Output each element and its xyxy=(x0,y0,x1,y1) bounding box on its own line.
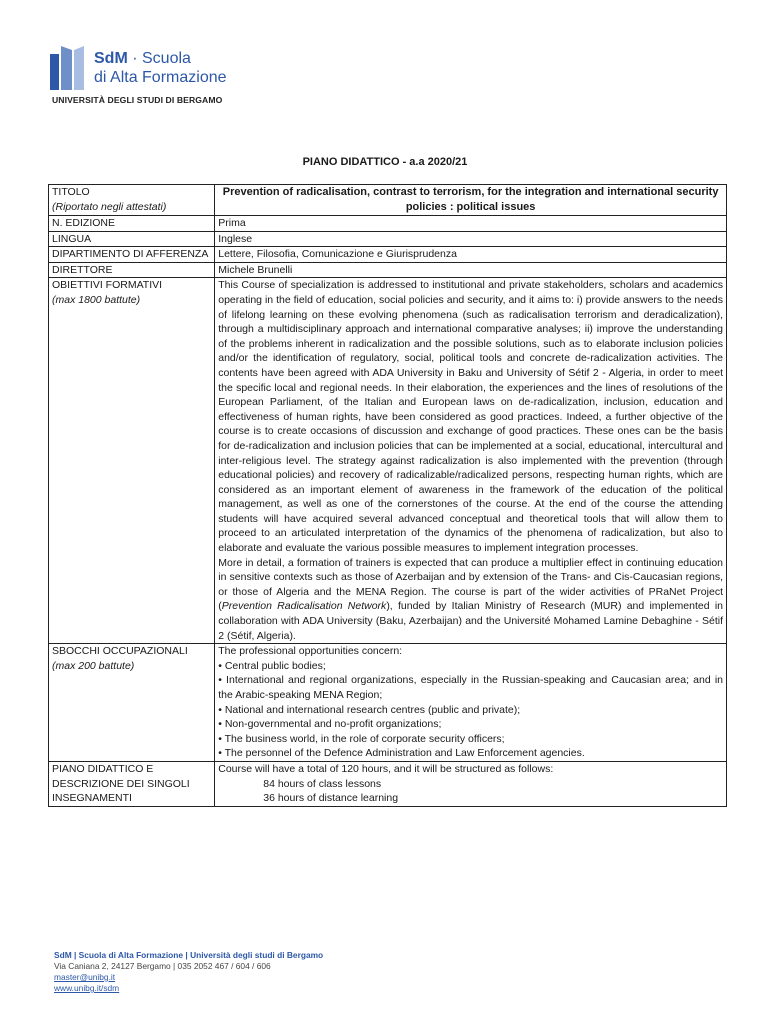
label-sbocchi: SBOCCHI OCCUPAZIONALI (max 200 battute) xyxy=(49,644,215,762)
table-row-obiettivi xyxy=(49,278,727,644)
label-dipartimento: DIPARTIMENTO DI AFFERENZA xyxy=(49,247,215,263)
value-direttore: Michele Brunelli xyxy=(215,262,727,278)
value-lingua: Inglese xyxy=(215,231,727,247)
label-titolo: TITOLO (Riportato negli attestati) xyxy=(49,185,215,216)
footer-address: Via Caniana 2, 24127 Bergamo | 035 2052 467 / 604 / 606 xyxy=(54,961,271,971)
list-item: • National and international research centres (public and private); xyxy=(218,703,521,716)
footer-email-link[interactable]: master@unibg.it xyxy=(54,972,116,982)
label-edizione: N. EDIZIONE xyxy=(49,216,215,232)
list-item: • International and regional organizations, especially in the Russian-speaking and Caucasian area; and in the Arabic-speaking MENA Region; xyxy=(218,674,723,701)
footer-org: SdM | Scuola di Alta Formazione | Università degli studi di Bergamo xyxy=(54,950,324,960)
footer-website-link[interactable]: www.unibg.it/sdm xyxy=(54,983,120,993)
table-row-edizione xyxy=(49,216,727,232)
piano-didattico-table xyxy=(48,184,727,807)
obiettivi-paragraph-2: More in detail, a formation of trainers is expected that can produce a multiplier effect in continuing education in sensitive contexts such as those of Azerbaijan and by extension of the Trans- and Cis-Caucasian regions, or those of Algeria and the MENA Region. The course is part of the wider activities of PRaNet Project (Prevention Radicalisation Network), funded by Italian Ministry of Research (MUR) and implemented in collaboration with ADA University (Baku, Azerbaijan) and the Université Mohamed Lamine Debaghine - Sétif 2 (Sétif, Algeria). xyxy=(218,556,723,642)
table-row-lingua xyxy=(49,231,727,247)
table-row-dipartimento xyxy=(49,247,727,263)
list-item: • The personnel of the Defence Administration and Law Enforcement agencies. xyxy=(218,747,585,760)
table-row-direttore xyxy=(49,262,727,278)
list-item: • Central public bodies; xyxy=(218,659,326,672)
piano-intro: Course will have a total of 120 hours, and it will be structured as follows: xyxy=(218,762,554,775)
table-row-titolo xyxy=(49,185,727,216)
value-dipartimento: Lettere, Filosofia, Comunicazione e Giurisprudenza xyxy=(215,247,727,263)
list-item: 84 hours of class lessons xyxy=(263,777,382,790)
label-piano: PIANO DIDATTICO E DESCRIZIONE DEI SINGOLI INSEGNAMENTI xyxy=(49,761,215,806)
list-item: • The business world, in the role of corporate security officers; xyxy=(218,732,505,745)
sdm-logo-mark-icon xyxy=(50,46,92,90)
sdm-logo xyxy=(50,46,250,106)
list-item: • Non-governmental and no-profit organizations; xyxy=(218,718,442,731)
value-piano xyxy=(215,761,727,806)
label-lingua: LINGUA xyxy=(49,231,215,247)
obiettivi-paragraph-1: This Course of specialization is addressed to institutional and private stakeholders, scholars and academics operating in the field of education, social policies and security, and it aims to: i) provide answers to the needs of lifelong learning on these evolving phenomena (such as radicalisation terrorism and deradicalization), through a multidisciplinary approach and international comparative analyses; ii) improve the understanding of the problems inherent in radicalization and the possible solutions, such as to elaborate inclusion policies and/or the identification of regulatory, social, political tools and concrete de-radicalization activities. The contents have been agreed with ADA University in Baku and University of Sétif 2 - Algeria, in order to meet the specific local and regional needs. In their elaboration, the experiences and the lines of resolutions of the European Parliament, of the Italian and European laws on de-radicalization, inclusion, education and effectiveness of human rights, have been considered as good practices. Indeed, a further objective of the course is to create occasions of discussion and exchange of good practices. These ones can be the basis for de-radicalization and inclusion policies that can be implemented at a social, educational, intercultural and inter-religious level. The strategy against radicalization is also implemented with the prevention (through educational policies) and recovery of radicalizable/radicalized persons, respecting human rights, which are considered as an important element of awareness in the framework of the education of the political management, as well as one of the cornerstones of the course. At the end of the course the attending students will have acquired several advanced conceptual and theoretical tools that will allow them to proceed to an articulated interpretation of the dynamics of the phenomena of radicalization, but also to elaborate and evaluate the various possible measures to implement integration processes. xyxy=(218,279,723,555)
page-title: PIANO DIDATTICO - a.a 2020/21 xyxy=(302,156,468,168)
page-footer xyxy=(54,950,323,994)
label-direttore: DIRETTORE xyxy=(49,262,215,278)
value-obiettivi xyxy=(215,278,727,644)
logo-university: UNIVERSITÀ DEGLI STUDI DI BERGAMO xyxy=(52,95,223,105)
table-row-piano xyxy=(49,761,727,806)
label-obiettivi: OBIETTIVI FORMATIVI (max 1800 battute) xyxy=(49,278,215,644)
list-item: 36 hours of distance learning xyxy=(263,792,399,805)
table-row-sbocchi xyxy=(49,644,727,762)
logo-subtitle: di Alta Formazione xyxy=(94,69,227,86)
course-title: Prevention of radicalisation, contrast to terrorism, for the integration and international security policies : political issues xyxy=(215,185,727,216)
value-sbocchi xyxy=(215,644,727,762)
value-edizione: Prima xyxy=(215,216,727,232)
list-item: The professional opportunities concern: xyxy=(218,645,403,658)
logo-title: SdM · Scuola xyxy=(94,50,191,67)
